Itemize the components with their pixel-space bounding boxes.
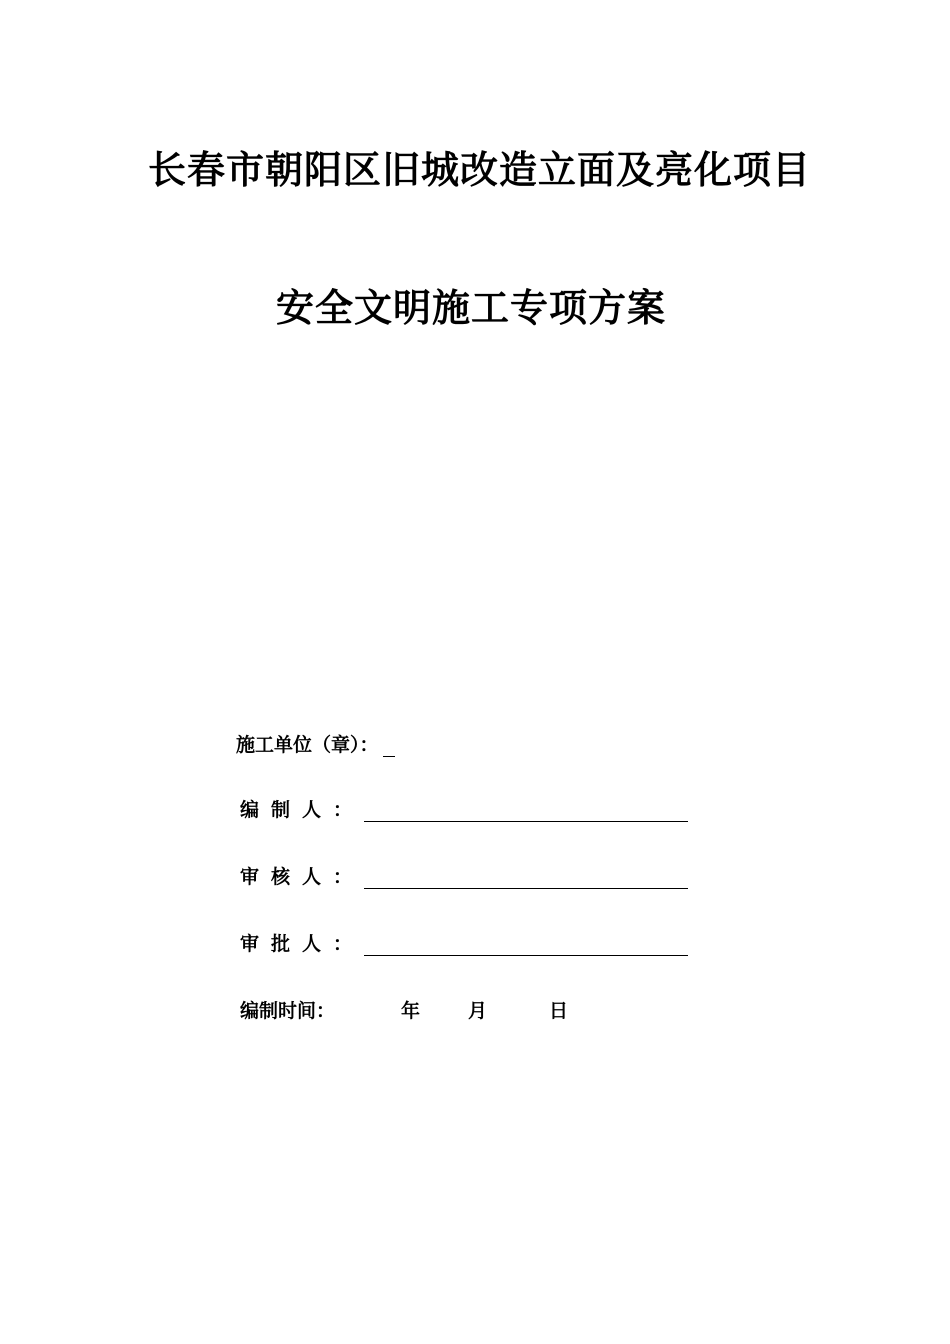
compile-date-field [240, 993, 568, 1023]
approver-blank [364, 933, 688, 956]
document-title-line-1: 长春市朝阳区旧城改造立面及亮化项目 [148, 147, 812, 192]
compiler-blank [364, 799, 688, 822]
compiler-label: 编制人： [240, 799, 365, 821]
compiler-field [240, 792, 688, 822]
month-label: 月 [468, 1000, 488, 1022]
construction-unit-field [236, 727, 395, 757]
reviewer-field [240, 859, 688, 889]
compile-date-label: 编制时间： [240, 1000, 336, 1022]
approver-label: 审批人： [240, 933, 365, 955]
day-label: 日 [549, 1000, 569, 1022]
approver-field [240, 926, 688, 956]
year-label: 年 [401, 1000, 421, 1022]
reviewer-blank [364, 866, 688, 889]
construction-unit-blank [383, 734, 395, 757]
reviewer-label: 审核人： [240, 866, 365, 888]
document-title-line-2: 安全文明施工专项方案 [276, 285, 667, 330]
construction-unit-label: 施工单位（章）： [236, 734, 379, 756]
